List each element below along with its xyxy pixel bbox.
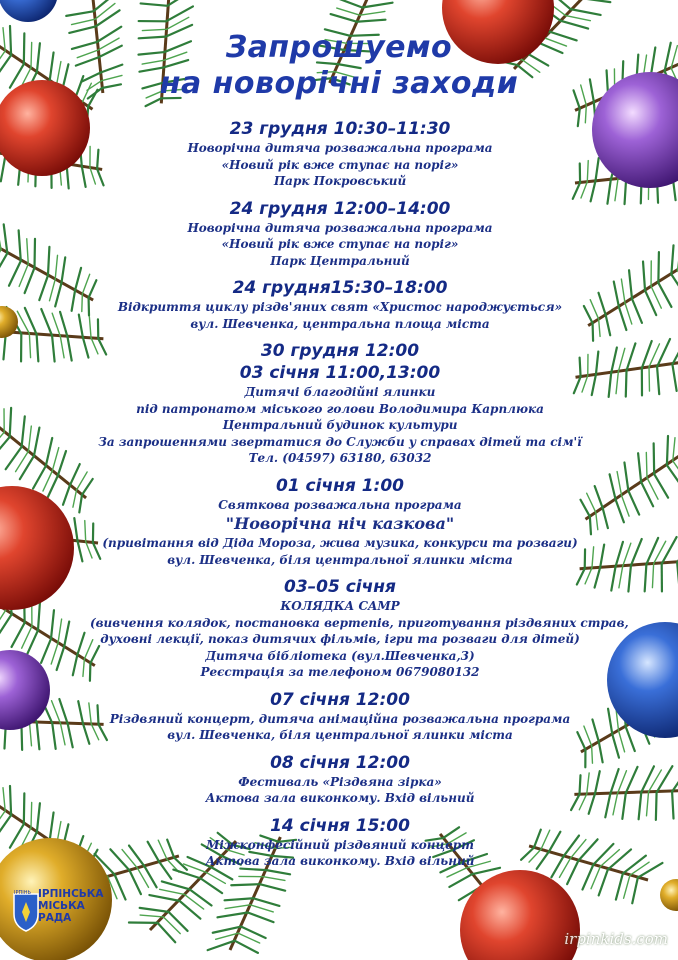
event-8 — [90, 752, 590, 807]
event-highlight: "Новорічна ніч казкова" — [225, 514, 455, 533]
event-5 — [90, 475, 590, 569]
event-line: Парк Покровський — [273, 174, 407, 188]
event-date: 24 грудня 12:00–14:00 — [229, 198, 451, 219]
event-4 — [90, 340, 590, 467]
logo-text — [38, 888, 104, 924]
event-line: Актова зала виконкому. Вхід вільний — [205, 791, 475, 805]
event-1 — [90, 118, 590, 190]
event-6 — [90, 576, 629, 681]
event-date: 07 січня 12:00 — [270, 689, 410, 710]
event-2 — [90, 198, 590, 270]
logo-line: МІСЬКА — [38, 900, 85, 912]
event-date: 01 січня 1:00 — [275, 475, 404, 496]
event-line: Парк Центральний — [270, 253, 410, 268]
event-line: За запрошеннями звертатися до Служби у справах дітей та сім'ї — [98, 434, 582, 449]
event-date: 23 грудня 10:30–11:30 — [229, 119, 451, 139]
event-date: 08 січня 12:00 — [270, 752, 410, 773]
event-3 — [90, 277, 590, 332]
event-line: вул. Шевченка, біля центральної ялинки міста — [167, 728, 513, 742]
event-line: Святкова розважальна програма — [218, 497, 462, 512]
event-line: Дитячі благодійні ялинки — [244, 385, 436, 399]
event-line: Реєстрація за телефоном 0679080132 — [200, 665, 480, 679]
event-date: 24 грудня15:30–18:00 — [232, 278, 448, 298]
event-7 — [90, 689, 590, 744]
event-9 — [90, 815, 590, 870]
watermark: irpinkids.com — [564, 930, 668, 948]
event-date-secondary: 03 січня 11:00,13:00 — [239, 363, 441, 383]
event-line: Центральний будинок культури — [222, 418, 458, 432]
page-title-line-2: на новорічні заходи — [159, 66, 519, 101]
event-line: Фестиваль «Різдвяна зірка» — [238, 774, 442, 789]
event-line: Новорічна дитяча розважальна програма — [187, 220, 493, 235]
event-line: (привітання від Діда Мороза, жива музика, конкурси та розваги) — [102, 536, 578, 550]
logo-caption: ІРПІНЬ — [14, 890, 31, 896]
event-line: Різдвяний концерт, дитяча анімаційна розважальна програма — [109, 711, 571, 726]
event-line: КОЛЯДКА CAMP — [280, 599, 400, 613]
event-line: «Новий рік вже ступає на поріг» — [221, 157, 459, 172]
event-line: Міжконфесійний різдвяний концерт — [206, 837, 474, 852]
event-line: (вивчення колядок, постановка вертепів, приготування різдвяних страв, — [90, 615, 629, 630]
event-line: Новорічна дитяча розважальна програма — [187, 141, 493, 155]
event-line: духовні лекції, показ дитячих фільмів, ігри та розваги для дітей) — [100, 632, 580, 646]
event-line: вул. Шевченка, біля центральної ялинки міста — [167, 552, 513, 567]
event-line: під патронатом міського голови Володимира Карплюка — [136, 401, 544, 416]
event-date: 03–05 січня — [284, 577, 396, 597]
event-date: 14 січня 15:00 — [270, 815, 410, 836]
event-line: вул. Шевченка, центральна площа міста — [190, 316, 490, 331]
events-list — [90, 118, 629, 870]
event-line: «Новий рік вже ступає на поріг» — [221, 237, 459, 251]
page-title-line-1: Запрошуемо — [225, 30, 453, 65]
event-date: 30 грудня 12:00 — [260, 341, 420, 361]
logo-line: РАДА — [38, 912, 72, 924]
event-line: Тел. (04597) 63180, 63032 — [248, 451, 432, 465]
logo-line: ІРПІНСЬКА — [38, 888, 104, 900]
event-line: Дитяча бібліотека (вул.Шевченка,3) — [205, 648, 475, 663]
event-line: Відкриття циклу різдв'яних свят «Христос народжується» — [117, 300, 563, 314]
event-line: Актова зала виконкому. Вхід вільний — [205, 854, 475, 868]
